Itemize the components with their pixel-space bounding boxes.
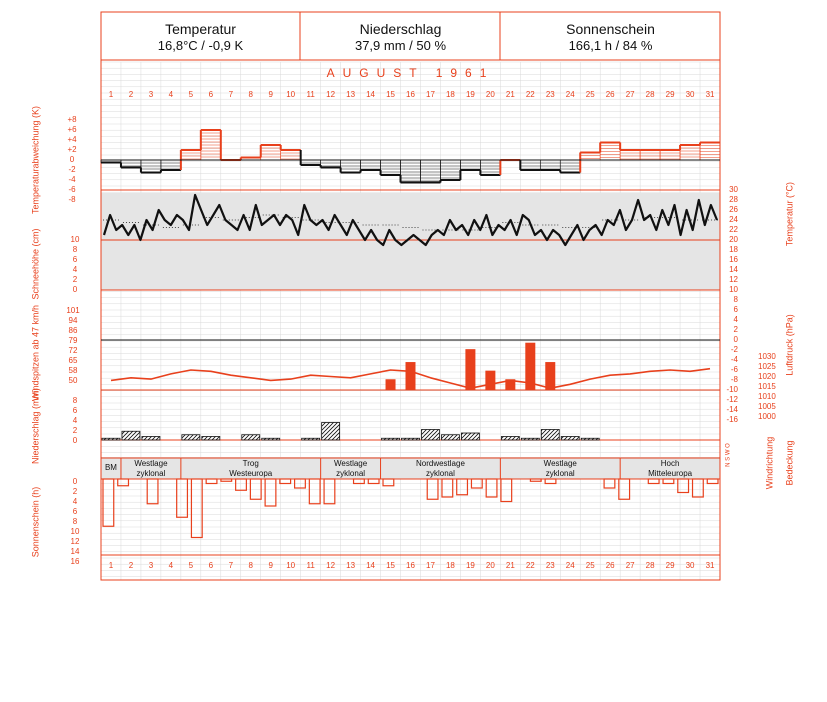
temperature-tick: -2 (730, 345, 738, 355)
precip-bar (402, 438, 420, 440)
day-label-bottom: 10 (286, 561, 296, 571)
anomaly-bar (401, 160, 421, 183)
anomaly-axis-title: Temperaturabweichung (K) (30, 105, 41, 215)
sunshine-bar (486, 479, 497, 497)
day-label-top: 5 (188, 90, 194, 100)
snow-tick: 6 (72, 255, 78, 265)
wind-direction-axis-title: Windrichtung (764, 436, 775, 490)
sunshine-bar (354, 479, 365, 484)
day-label-top: 8 (248, 90, 253, 100)
day-label-bottom: 13 (346, 561, 356, 571)
anomaly-tick: -8 (68, 195, 76, 205)
anomaly-bar (261, 145, 281, 160)
pressure-tick: 1015 (758, 382, 776, 392)
sunshine-bar (457, 479, 468, 495)
temperature-tick: 6 (733, 305, 738, 315)
sunshine-bar (530, 479, 541, 481)
precip-tick: 4 (72, 416, 78, 426)
day-label-top: 21 (505, 90, 515, 100)
day-label-bottom: 14 (366, 561, 376, 571)
day-label-top: 30 (685, 90, 695, 100)
wind-gust-bar (406, 362, 416, 390)
wind-tick: 94 (68, 316, 78, 326)
weather-type-label: Westlage (543, 459, 577, 469)
day-label-top: 28 (645, 90, 655, 100)
wind-tick: 72 (68, 346, 78, 356)
snow-tick: 4 (72, 265, 78, 275)
wind-gust-bar (525, 343, 535, 390)
header-temperature-value: 16,8°C / -0,9 K (157, 38, 244, 53)
wind-tick: 65 (68, 356, 78, 366)
sunshine-bar (118, 479, 129, 486)
temperature-tick: 18 (729, 245, 738, 255)
anomaly-tick: -6 (68, 185, 76, 195)
precip-tick: 0 (72, 436, 78, 446)
temperature-tick: 10 (729, 285, 738, 295)
wind-tick: 79 (68, 336, 78, 346)
sunshine-bar (693, 479, 704, 497)
pressure-tick: 1025 (758, 362, 776, 372)
temperature-tick: 20 (729, 235, 738, 245)
precip-tick: 2 (72, 426, 78, 436)
sunshine-bar (678, 479, 689, 493)
precip-bar (521, 438, 539, 440)
weather-type-label: Nordwestlage (415, 459, 465, 469)
day-label-top: 31 (705, 90, 715, 100)
wind-gust-bar (386, 379, 396, 390)
sunshine-bar (280, 479, 291, 484)
precip-bar (421, 430, 439, 441)
anomaly-bar (460, 160, 480, 170)
day-label-top: 6 (208, 90, 214, 100)
temperature-tick: -10 (726, 385, 738, 395)
sunshine-bar (648, 479, 659, 484)
day-label-bottom: 15 (386, 561, 395, 571)
wind-direction-ticks: N S W O (725, 443, 732, 467)
precip-bar (202, 437, 220, 441)
day-label-top: 24 (565, 90, 575, 100)
day-label-top: 26 (605, 90, 615, 100)
precip-bar (262, 438, 280, 440)
day-label-bottom: 4 (168, 561, 174, 571)
anomaly-bar (520, 160, 540, 170)
header-precipitation-value: 37,9 mm / 50 % (354, 38, 447, 53)
pressure-tick: 1000 (758, 412, 776, 422)
sunshine-bar (501, 479, 512, 502)
anomaly-tick: +6 (67, 125, 77, 135)
day-label-top: 16 (406, 90, 415, 100)
pressure-tick: 1030 (758, 352, 776, 362)
precip-bar (242, 435, 260, 440)
anomaly-bar (540, 160, 560, 170)
weather-type-label: Mitteleuropa (648, 469, 693, 479)
temperature-tick: 26 (729, 205, 738, 215)
temperature-tick: 14 (729, 265, 738, 275)
day-label-bottom: 18 (445, 561, 455, 571)
temperature-tick: -14 (726, 405, 738, 415)
precip-bar (441, 435, 459, 440)
sunshine-axis-title: Sonnenschein (h) (30, 486, 41, 558)
precip-bar (501, 437, 519, 441)
anomaly-tick: 0 (69, 155, 75, 165)
sunshine-tick: 4 (72, 497, 78, 507)
cloud-cover-axis-title: Bedeckung (784, 440, 795, 486)
anomaly-bar (580, 153, 600, 161)
day-label-bottom: 9 (268, 561, 273, 571)
sunshine-bar (221, 479, 232, 481)
precip-bar (142, 437, 160, 441)
day-label-top: 4 (168, 90, 174, 100)
sunshine-bar (103, 479, 114, 526)
day-label-bottom: 19 (465, 561, 475, 571)
anomaly-bar (161, 160, 181, 170)
day-label-bottom: 27 (625, 561, 635, 571)
sunshine-tick: 2 (72, 487, 78, 497)
sunshine-tick: 16 (70, 557, 80, 567)
temperature-tick: 28 (729, 195, 738, 205)
snow-axis-title: Schneehöhe (cm) (30, 228, 41, 300)
day-label-top: 17 (426, 90, 435, 100)
day-label-bottom: 23 (545, 561, 555, 571)
temperature-tick: -16 (726, 415, 738, 425)
temperature-tick: -12 (726, 395, 738, 405)
day-label-bottom: 3 (148, 561, 154, 571)
anomaly-bar (420, 160, 440, 183)
precip-bar (182, 435, 200, 440)
anomaly-tick: -4 (68, 175, 76, 185)
temperature-tick: 30 (729, 185, 738, 195)
temperature-tick: 24 (729, 215, 738, 225)
day-label-bottom: 21 (505, 561, 515, 571)
wind-axis-title: Windspitzen ab 47 km/h (30, 304, 41, 402)
day-label-top: 9 (268, 90, 273, 100)
wind-gust-bar (485, 371, 495, 390)
day-label-bottom: 8 (248, 561, 253, 571)
precip-bar (461, 433, 479, 440)
day-label-top: 25 (585, 90, 595, 100)
temperature-axis-title: Temperatur (°C) (784, 181, 795, 247)
sunshine-tick: 6 (72, 507, 78, 517)
sunshine-tick: 12 (70, 537, 80, 547)
precip-bar (541, 430, 559, 441)
weather-type-label: zyklonal (425, 469, 455, 479)
weather-type-label: Westeuropa (229, 469, 273, 479)
precip-bar (581, 438, 599, 440)
sunshine-bar (177, 479, 188, 517)
sunshine-bar (545, 479, 556, 484)
snow-tick: 10 (70, 235, 80, 245)
anomaly-tick: +4 (67, 135, 77, 145)
chart-title: AUGUST 1961 (326, 66, 495, 81)
day-label-bottom: 16 (406, 561, 415, 571)
day-label-top: 19 (465, 90, 475, 100)
day-label-bottom: 11 (306, 561, 315, 571)
precip-bar (561, 437, 579, 441)
temperature-tick: 22 (729, 225, 738, 235)
precip-bar (322, 423, 340, 441)
header-precipitation-label: Niederschlag (359, 21, 442, 37)
header-sunshine-value: 166,1 h / 84 % (568, 38, 653, 53)
sunshine-tick: 14 (70, 547, 80, 557)
day-label-bottom: 28 (645, 561, 655, 571)
snow-tick: 2 (72, 275, 78, 285)
weather-type-label: Trog (242, 459, 259, 469)
pressure-axis-title: Luftdruck (hPa) (784, 314, 795, 376)
day-label-bottom: 22 (525, 561, 535, 571)
day-label-bottom: 20 (485, 561, 495, 571)
day-label-bottom: 7 (228, 561, 234, 571)
precip-axis-title: Niederschlag (mm) (30, 387, 41, 465)
day-label-bottom: 6 (208, 561, 214, 571)
anomaly-tick: +2 (67, 145, 77, 155)
precip-tick: 6 (72, 406, 78, 416)
temperature-tick: 4 (733, 315, 738, 325)
day-label-top: 13 (346, 90, 356, 100)
weather-type-label: Hoch (660, 459, 680, 469)
pressure-tick: 1020 (758, 372, 776, 382)
weather-type-label: zyklonal (136, 469, 166, 479)
day-label-top: 12 (326, 90, 336, 100)
day-label-bottom: 25 (585, 561, 595, 571)
sunshine-bar (147, 479, 158, 504)
snow-tick: 8 (72, 245, 78, 255)
temperature-tick: -4 (730, 355, 738, 365)
temperature-tick: 16 (729, 255, 738, 265)
day-label-top: 3 (148, 90, 154, 100)
sunshine-tick: 0 (72, 477, 78, 487)
weather-type-label: zyklonal (545, 469, 575, 479)
temperature-tick: -8 (730, 375, 738, 385)
weather-type-label: Westlage (134, 459, 168, 469)
sunshine-bar (707, 479, 718, 484)
pressure-tick: 1005 (758, 402, 776, 412)
header-temperature-label: Temperatur (165, 21, 236, 37)
snow-tick: 0 (72, 285, 78, 295)
day-label-bottom: 31 (705, 561, 715, 571)
day-label-top: 10 (286, 90, 296, 100)
anomaly-tick: +8 (67, 115, 77, 125)
wind-tick: 50 (68, 376, 78, 386)
sunshine-tick: 10 (70, 527, 80, 537)
precip-bar (122, 431, 140, 440)
day-label-bottom: 1 (108, 561, 114, 571)
temperature-tick: 12 (729, 275, 738, 285)
temperature-tick: 0 (733, 335, 738, 345)
precip-bar (302, 438, 320, 440)
sunshine-bar (324, 479, 335, 504)
wind-tick: 58 (68, 366, 78, 376)
day-label-top: 7 (228, 90, 234, 100)
day-label-top: 11 (306, 90, 315, 100)
pressure-tick: 1010 (758, 392, 776, 402)
day-label-bottom: 5 (188, 561, 194, 571)
temperature-tick: 8 (733, 295, 738, 305)
anomaly-bar (361, 160, 381, 170)
anomaly-tick: -2 (68, 165, 76, 175)
temperature-tick: -6 (730, 365, 738, 375)
weather-type-label: Westlage (333, 459, 368, 469)
sunshine-bar (309, 479, 320, 504)
wind-tick: 86 (68, 326, 78, 336)
day-label-top: 15 (386, 90, 395, 100)
precip-bar (382, 438, 400, 440)
wind-gust-bar (505, 379, 515, 390)
precip-tick: 8 (72, 396, 78, 406)
anomaly-bar (680, 145, 700, 160)
day-label-top: 1 (108, 90, 114, 100)
day-label-top: 27 (625, 90, 635, 100)
sunshine-bar (383, 479, 394, 486)
sunshine-bar (663, 479, 674, 484)
wind-tick: 101 (66, 306, 80, 316)
day-label-bottom: 30 (685, 561, 695, 571)
weather-type-label: BM (104, 463, 117, 473)
day-label-bottom: 24 (565, 561, 575, 571)
weather-type-label: zyklonal (336, 469, 366, 479)
day-label-top: 20 (485, 90, 495, 100)
day-label-top: 29 (665, 90, 675, 100)
temperature-tick: 2 (733, 325, 738, 335)
day-label-top: 18 (445, 90, 455, 100)
day-label-bottom: 17 (426, 561, 435, 571)
weather-type-band (101, 457, 720, 479)
header-sunshine-label: Sonnenschein (566, 21, 655, 37)
day-label-bottom: 29 (665, 561, 675, 571)
day-label-top: 2 (128, 90, 134, 100)
day-label-top: 14 (366, 90, 376, 100)
wind-gust-bar (545, 362, 555, 390)
sunshine-bar (206, 479, 217, 484)
day-label-bottom: 12 (326, 561, 336, 571)
sunshine-bar (442, 479, 453, 497)
day-label-bottom: 26 (605, 561, 615, 571)
sunshine-bar (368, 479, 379, 484)
wind-gust-bar (465, 349, 475, 390)
day-label-bottom: 2 (128, 561, 134, 571)
day-label-top: 22 (525, 90, 535, 100)
day-label-top: 23 (545, 90, 555, 100)
sunshine-tick: 8 (72, 517, 78, 527)
precip-bar (102, 438, 120, 440)
